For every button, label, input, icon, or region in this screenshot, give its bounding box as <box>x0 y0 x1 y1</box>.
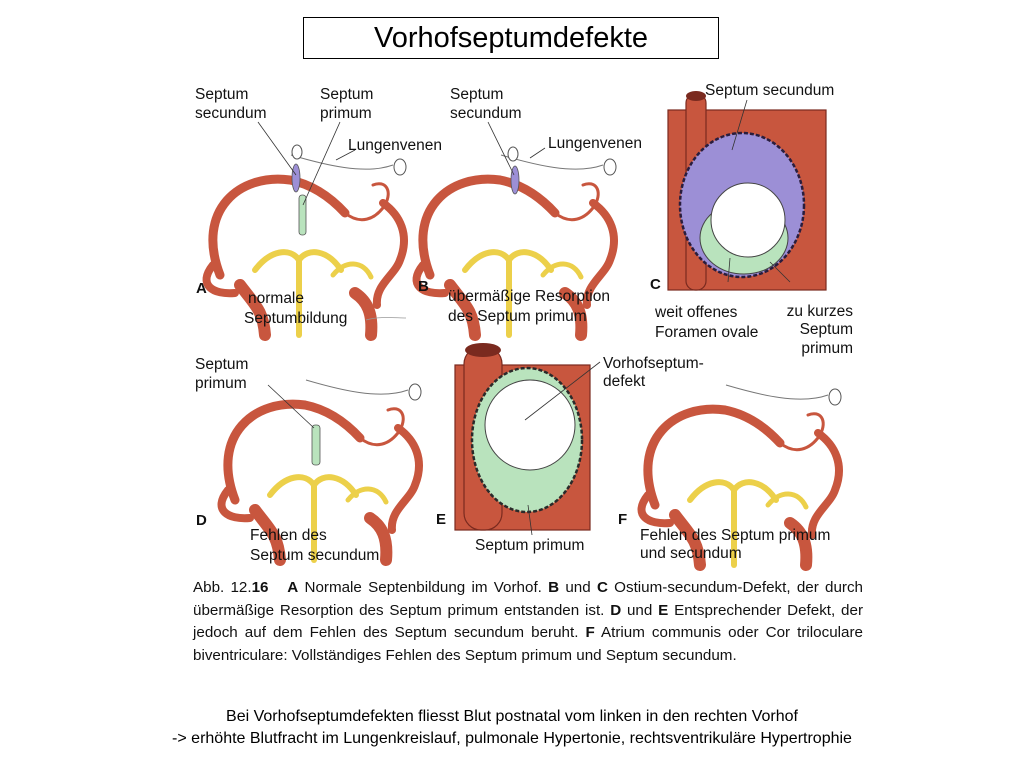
panel-letter-b: B <box>418 278 429 295</box>
caption-text-bc: Ostium-secundum-Defekt, der durch übermäßige Resorption des Septum primum entstanden ist. <box>193 579 864 619</box>
label-defekt-e1: Vorhofseptum- <box>603 355 704 372</box>
label-septum-secundum-c: Septum secundum <box>705 82 835 99</box>
label-septum-primum-d1: Septum <box>195 356 249 373</box>
page-title: Vorhofseptumdefekte <box>303 17 719 59</box>
panel-f <box>618 385 841 565</box>
footer-summary <box>0 706 1024 750</box>
vorhofseptumdefekt-shape <box>485 380 575 470</box>
septum-secundum-shape <box>511 166 519 194</box>
caption-d1: Fehlen des <box>250 527 327 544</box>
caption-f1: Fehlen des Septum primum <box>640 527 831 544</box>
footer-line-1: Bei Vorhofseptumdefekten fliesst Blut postnatal vom linken in den rechten Vorhof <box>226 708 798 725</box>
figure-caption <box>193 577 863 667</box>
caption-und-1: und <box>559 579 597 596</box>
caption-b2: des Septum primum <box>448 308 587 325</box>
label-foramen-c1: weit offenes <box>655 304 738 321</box>
caption-a2: Septumbildung <box>244 310 348 327</box>
caption-letter-b: B <box>548 579 560 596</box>
panel-letter-e: E <box>436 511 447 528</box>
caption-text-a: Normale Septenbildung im Vorhof. <box>298 579 549 596</box>
label-septum-secundum-b2: secundum <box>450 105 522 122</box>
caption-a1: normale <box>248 290 304 307</box>
caption-text-f: Atrium communis oder Cor triloculare biventriculare: Vollständiges Fehlen des Septum primum und Septum secundum. <box>193 624 863 664</box>
panel-letter-c: C <box>650 276 661 293</box>
label-septum-primum-d2: primum <box>195 375 247 392</box>
caption-abb-number: 16 <box>251 579 269 596</box>
caption-text-de: Entsprechender Defekt, der jedoch auf dem Fehlen des Septum secundum beruht. <box>193 601 864 641</box>
label-kurzes-c2: Septum <box>799 321 853 338</box>
caption-f2: und secundum <box>640 545 742 562</box>
panel-letter-d: D <box>196 512 207 529</box>
septum-secundum-shape <box>292 164 300 192</box>
panel-d <box>195 356 421 564</box>
label-septum-primum-e: Septum primum <box>475 537 585 554</box>
caption-b1: übermäßige Resorption <box>448 288 610 305</box>
caption-abb-prefix: Abb. 12. <box>193 579 252 596</box>
label-kurzes-c3: primum <box>801 340 853 357</box>
caption-letter-f: F <box>585 624 595 641</box>
label-septum-primum-a2: primum <box>320 105 372 122</box>
panel-b <box>417 86 642 335</box>
panel-c <box>650 82 853 357</box>
label-septum-secundum-a2: secundum <box>195 105 267 122</box>
caption-letter-d: D <box>610 601 622 619</box>
label-defekt-e2: defekt <box>603 373 646 390</box>
caption-letter-a: A <box>287 579 299 596</box>
footer-line-2: -> erhöhte Blutfracht im Lungenkreislauf, pulmonale Hypertonie, rechtsventrikuläre Hypertrophie <box>172 730 852 747</box>
label-septum-secundum-b1: Septum <box>450 86 504 103</box>
label-septum-secundum-a1: Septum <box>195 86 249 103</box>
label-lungenvenen-a: Lungenvenen <box>348 137 442 154</box>
panel-letter-a: A <box>196 280 207 297</box>
caption-d2: Septum secundum <box>250 547 380 564</box>
label-septum-primum-a1: Septum <box>320 86 374 103</box>
label-lungenvenen-b: Lungenvenen <box>548 135 642 152</box>
caption-und-2: und <box>621 601 659 619</box>
caption-letter-e: E <box>658 601 669 619</box>
panel-a <box>195 86 442 335</box>
label-foramen-c2: Foramen ovale <box>655 324 759 341</box>
caption-letter-c: C <box>596 579 608 596</box>
foramen-ovale-shape <box>711 183 785 257</box>
pulmonary-vein-end <box>292 145 302 159</box>
pulmonary-vein-end <box>508 147 518 161</box>
label-kurzes-c1: zu kurzes <box>786 303 853 320</box>
panel-letter-f: F <box>618 511 628 528</box>
septum-primum-shape <box>312 425 320 465</box>
